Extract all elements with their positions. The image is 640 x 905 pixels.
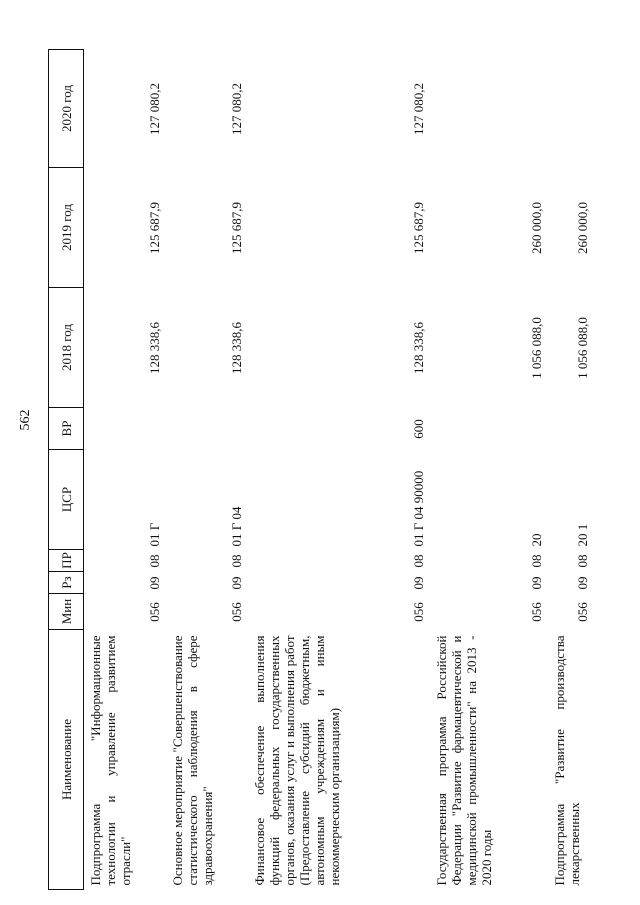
row-name: Основное мероприятие "Совершенствование статистического наблюдения в сфере здравоохранения" — [169, 635, 215, 886]
header-rz: Рз — [49, 572, 84, 594]
table-row — [166, 50, 248, 890]
header-csr: ЦСР — [49, 450, 84, 550]
row-csr: 01 Г 04 90000 — [410, 470, 426, 547]
header-2020: 2020 год — [49, 50, 84, 168]
row-vr — [84, 408, 166, 450]
table-row — [248, 50, 430, 890]
row-2019: 260 000,0 — [574, 202, 590, 254]
row-vr — [166, 408, 248, 450]
row-min: 056 — [574, 602, 590, 622]
row-min: 056 — [528, 602, 544, 622]
row-min: 056 — [410, 602, 426, 622]
rotated-page-content — [48, 50, 628, 890]
row-2020 — [430, 50, 548, 168]
row-2018: 128 338,6 — [228, 322, 244, 374]
budget-table — [48, 49, 594, 890]
row-2018: 1 056 088,0 — [528, 317, 544, 379]
row-2020: 127 080,2 — [146, 83, 162, 135]
row-rz: 09 — [574, 576, 590, 590]
row-name: Финансовое обеспечение выполнения функций федеральных государственных органов, оказания услуг и выполнения работ (Предоставление субсидий бюджетным, автономным учреждениям и иным некоммерческим организациям) — [251, 635, 342, 886]
row-pr: 08 — [528, 554, 544, 568]
table-row — [548, 50, 594, 890]
table-row — [430, 50, 548, 890]
row-2020 — [548, 50, 594, 168]
row-2019: 260 000,0 — [528, 202, 544, 254]
header-pr: ПР — [49, 550, 84, 572]
header-2019: 2019 год — [49, 168, 84, 288]
row-csr: 20 1 — [574, 523, 590, 547]
row-2018: 128 338,6 — [410, 322, 426, 374]
row-name: Государственная программа Российской Федерации "Развитие фармацевтической и медицинской промышленности" на 2013 - 2020 годы — [433, 635, 494, 886]
row-name: Подпрограмма "Развитие производства лекарственных — [551, 635, 582, 886]
row-2020: 127 080,2 — [228, 83, 244, 135]
row-rz: 09 — [410, 576, 426, 590]
row-csr: 01 Г 04 — [228, 506, 244, 547]
table-row — [84, 50, 166, 890]
row-2019: 125 687,9 — [146, 202, 162, 254]
header-name: Наименование — [49, 630, 84, 890]
row-vr: 600 — [410, 419, 426, 439]
page-number: 562 — [18, 409, 33, 431]
row-min: 056 — [228, 602, 244, 622]
row-vr — [430, 408, 548, 450]
table-header-row — [49, 50, 84, 890]
header-2018: 2018 год — [49, 288, 84, 408]
row-2020: 127 080,2 — [410, 83, 426, 135]
row-2019: 125 687,9 — [228, 202, 244, 254]
row-csr: 01 Г — [146, 522, 162, 547]
row-csr: 20 — [528, 533, 544, 547]
row-2018: 128 338,6 — [146, 322, 162, 374]
row-2018: 1 056 088,0 — [574, 317, 590, 379]
header-vr: ВР — [49, 408, 84, 450]
row-pr: 08 — [146, 554, 162, 568]
row-2019: 125 687,9 — [410, 202, 426, 254]
row-vr — [548, 408, 594, 450]
row-pr: 08 — [410, 554, 426, 568]
row-rz: 09 — [228, 576, 244, 590]
row-rz: 09 — [528, 576, 544, 590]
row-pr: 08 — [574, 554, 590, 568]
row-name: Подпрограмма "Информационные технологии и управление развитием отрасли" — [88, 635, 133, 886]
header-min: Мин — [49, 594, 84, 630]
row-min: 056 — [146, 602, 162, 622]
row-pr: 08 — [228, 554, 244, 568]
row-rz: 09 — [146, 576, 162, 590]
